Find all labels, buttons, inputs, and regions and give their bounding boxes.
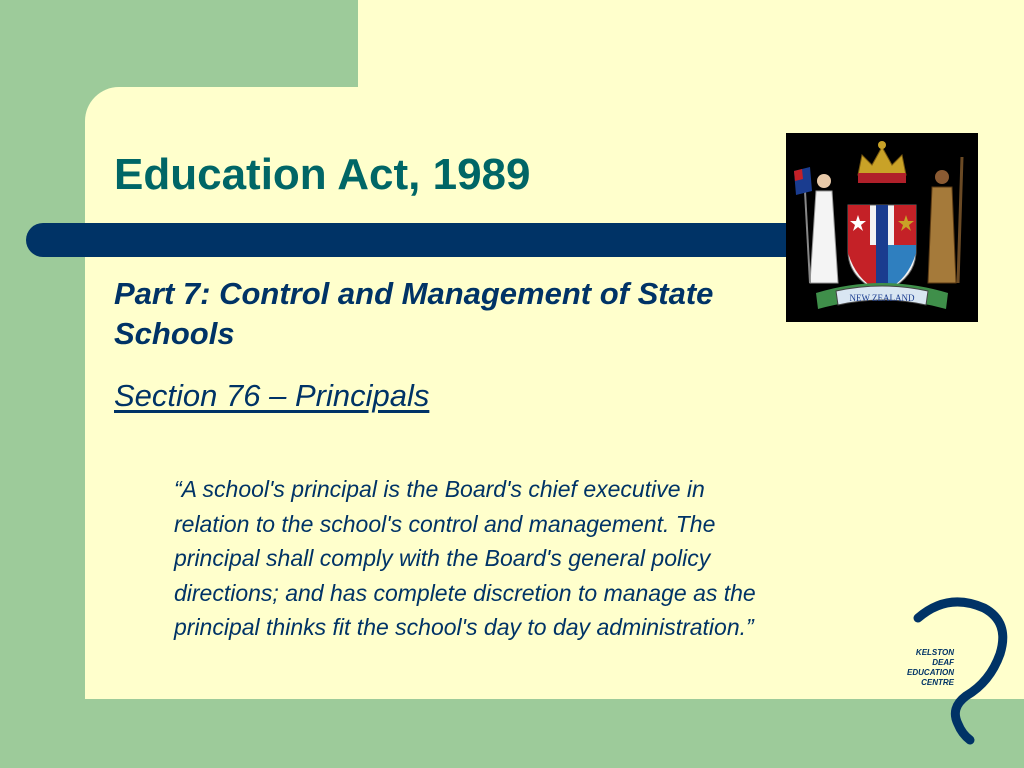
coat-of-arms-graphic xyxy=(786,133,978,322)
background-green-top xyxy=(0,0,358,86)
kelston-logo-text xyxy=(874,648,954,688)
title-divider-band xyxy=(26,223,806,257)
quote-text: “A school's principal is the Board's chief executive in relation to the school's control and management. The principal shall comply with the Board's general policy directions; and has complete discretion to manage as the principal thinks fit the school's day to day administration.” xyxy=(174,476,756,640)
slide-title: Education Act, 1989 xyxy=(114,150,531,199)
logo-line-education: EDUCATION xyxy=(907,668,954,677)
part-heading: Part 7: Control and Management of State Schools xyxy=(114,276,714,351)
logo-line-centre: CENTRE xyxy=(921,678,954,687)
coat-banner-text: NEW ZEALAND xyxy=(849,293,915,303)
logo-line-deaf: DEAF xyxy=(932,658,954,667)
background-cream-top xyxy=(358,0,1024,100)
logo-line-kelston: KELSTON xyxy=(915,648,954,657)
section-heading: Section 76 – Principals xyxy=(114,378,430,413)
nz-coat-of-arms-icon xyxy=(786,133,978,322)
